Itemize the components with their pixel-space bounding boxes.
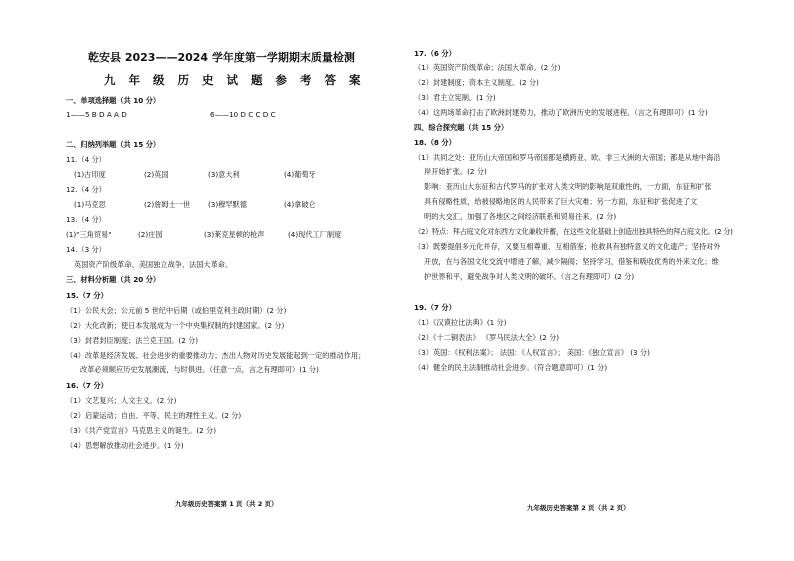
list-item: (1)马克思 bbox=[74, 200, 106, 209]
q15-line: （2）大化改新；使日本发展成为一个中央集权制的封建国家。(2 分) bbox=[66, 321, 285, 330]
q18-line: （1）共同之处：亚历山大帝国和罗马帝国都是横跨亚、欧、非三大洲的大帝国；都是从地中海沿 bbox=[414, 153, 721, 162]
q16-heading: 16.（7 分） bbox=[66, 381, 108, 390]
q18-line: （2）特点：拜占庭文化对东西方文化兼收并蓄，在这些文化基础上创造出独具特色的拜占庭文化。(2 分) bbox=[414, 227, 733, 236]
list-item: (4)葡萄牙 bbox=[284, 170, 316, 179]
q15-line: （3）封君封臣制度；法兰克王国。(2 分) bbox=[66, 336, 199, 345]
list-item: (2)英国 bbox=[144, 170, 169, 179]
q13-heading: 13.（4 分） bbox=[66, 215, 106, 224]
q18-line: 开放，在与各国文化交流中增进了解，减少隔阂；坚持学习，借鉴和吸收优秀的外来文化；维 bbox=[424, 257, 719, 266]
section-2-heading: 二、归纳列举题（共 15 分） bbox=[66, 140, 161, 149]
q15-line: （1）公民大会；公元前 5 世纪中后期（或伯里克利主政时期）(2 分) bbox=[66, 306, 287, 315]
section-4-heading: 四、综合探究题（共 15 分） bbox=[414, 123, 509, 132]
q16-line: （2）启蒙运动；自由、平等、民主的理性主义。(2 分) bbox=[66, 411, 242, 420]
page-footer: 九年级历史答案第 1 页（共 2 页） bbox=[175, 500, 278, 508]
exam-title: 乾安县 2023——2024 学年度第一学期期末质量检测 bbox=[88, 51, 355, 64]
q14-heading: 14.（3 分） bbox=[66, 245, 106, 254]
q18-line: 岸开始扩张。(2 分) bbox=[424, 167, 487, 176]
q18-heading: 18.（8 分） bbox=[414, 138, 456, 147]
list-item: (2)庄园 bbox=[138, 230, 163, 239]
answer-key-subtitle: 九 年 级 历 史 试 题 参 考 答 案 bbox=[104, 73, 366, 87]
section-1-heading: 一、单项选择题（共 10 分） bbox=[66, 96, 161, 105]
q17-line: （1）英国资产阶级革命；法国大革命。(2 分) bbox=[414, 63, 561, 72]
q17-line: （4）这两场革命打击了欧洲封建势力，推动了欧洲历史的发展进程。（言之有理即可）(1 分) bbox=[414, 108, 708, 117]
q18-line: 具有侵略性质，给被侵略地区的人民带来了巨大灾难；另一方面，东征和扩张促进了文 bbox=[424, 197, 698, 206]
q15-line: 改革必须顺应历史发展潮流，与时俱进。（任意一点，言之有理即可）(1 分) bbox=[80, 365, 319, 374]
list-item: (2)詹姆士一世 bbox=[144, 200, 191, 209]
list-item: (4)现代工厂制度 bbox=[288, 230, 342, 239]
list-item: (1)"三角贸易" bbox=[66, 230, 112, 239]
q17-line: （3）君主立宪制。(1 分) bbox=[414, 93, 496, 102]
q17-heading: 17.（6 分） bbox=[414, 49, 456, 58]
list-item: (3)莱克星顿的枪声 bbox=[204, 230, 265, 239]
q19-line: （4）健全的民主法制推动社会进步。（符合题意即可）(1 分) bbox=[414, 363, 608, 372]
q12-heading: 12.（4 分） bbox=[66, 185, 106, 194]
q18-line: 影响：亚历山大东征和古代罗马的扩张对人类文明的影响是双重性的，一方面，东征和扩张 bbox=[424, 182, 712, 191]
q14-answer: 英国资产阶级革命、美国独立战争、法国大革命。 bbox=[74, 260, 233, 269]
q15-heading: 15.（7 分） bbox=[66, 291, 108, 300]
answer-page-2 bbox=[397, 0, 794, 561]
list-item: (4)拿破仑 bbox=[284, 200, 316, 209]
q19-heading: 19.（7 分） bbox=[414, 303, 456, 312]
q19-line: （2）《十二铜表法》 《罗马民法大全》(2 分) bbox=[414, 333, 560, 342]
q19-line: （1）《汉谟拉比法典》(1 分) bbox=[414, 318, 507, 327]
list-item: (3)穆罕默德 bbox=[208, 200, 247, 209]
list-item: (1)古印度 bbox=[74, 170, 106, 179]
list-item: (3)意大利 bbox=[208, 170, 240, 179]
q15-line: （4）改革是经济发展、社会进步的重要推动力；杰出人物对历史发展能起到一定的推动作用； bbox=[66, 351, 366, 360]
page-footer: 九年级历史答案第 2 页（共 2 页） bbox=[527, 504, 630, 512]
answers-6-10: 6——10 D C C D C bbox=[210, 110, 276, 119]
q18-line: 护世界和平，避免战争对人类文明的破坏。（言之有理即可）(2 分) bbox=[424, 272, 635, 281]
q16-line: （1）文艺复兴；人文主义。(2 分) bbox=[66, 396, 177, 405]
q16-line: （3）《共产党宣言》马克思主义的诞生。(2 分) bbox=[66, 426, 217, 435]
q16-line: （4）思想解放推动社会进步。(1 分) bbox=[66, 441, 184, 450]
section-3-heading: 三、材料分析题（共 20 分） bbox=[66, 275, 161, 284]
q19-line: （3）英国：《权利法案》； 法国：《人权宣言》； 美国：《独立宣言》 (3 分) bbox=[414, 348, 650, 357]
q11-heading: 11.（4 分） bbox=[66, 155, 106, 164]
q18-line: 明的大交汇，加强了各地区之间经济联系和贸易往来。(2 分) bbox=[424, 212, 617, 221]
answers-1-5: 1——5 B D A A D bbox=[66, 110, 127, 119]
q18-line: （3）既要提倡多元化并存，又要互相尊重、互相借鉴；抢救具有独特意义的文化遗产；坚持对外 bbox=[414, 242, 721, 251]
q17-line: （2）封建制度；资本主义制度。(2 分) bbox=[414, 78, 539, 87]
